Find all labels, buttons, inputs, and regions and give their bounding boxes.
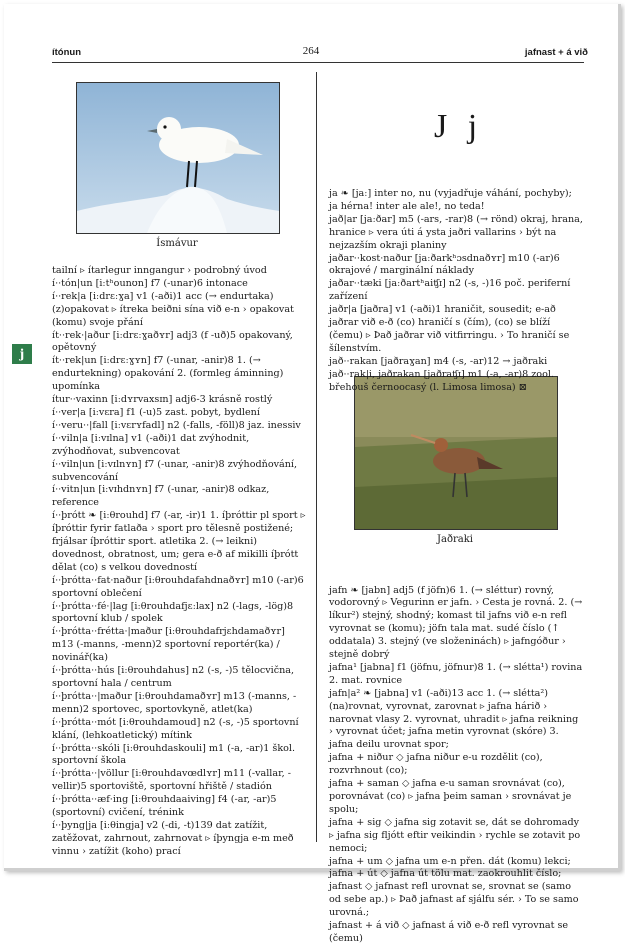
dictionary-entry: jað··rakan [jaðraɣan] m4 (-s, -ar)12 → jaðraki xyxy=(329,355,548,367)
dictionary-entry: jafna + um ◇ jafna um e-n přen. dát (komu) lekci; xyxy=(329,855,571,867)
ivory-gull-illustration xyxy=(77,83,279,233)
dictionary-entry: í··viln|a [iːvɪlna] v1 (-aði)1 dat zvýhodnit, zvýhodňovat, subvencovat xyxy=(52,432,250,457)
dictionary-entry: jafnast ◇ jafnast refl urovnat se, srovnat se (samo od sebe ap.) ▹ Það jafnast af sjálfu sér. › To se samo urovná.; xyxy=(329,881,579,919)
dictionary-page xyxy=(4,4,621,944)
dictionary-entry: tailní ▹ ítarlegur inngangur › podrobný úvod xyxy=(52,265,267,276)
dictionary-entry: í··þrótta··skóli [iːθrouhdaskouli] m1 (-a, -ar)1 škol. sportovní škola xyxy=(52,742,296,767)
dictionary-entry: jafna + saman ◇ jafna e-u saman srovnávat (co), porovnávat (co) ▹ jafna þeim saman › srovnávat je spolu; xyxy=(329,778,572,815)
dictionary-entry: í··þrótta··fé·|lag [iːθrouhdafjɛːlax] n2 (-lags, -lög)8 sportovní klub / spolek xyxy=(52,600,294,625)
running-head-left: ítónun xyxy=(52,47,82,58)
dictionary-entry: í··þyng|ja [iːθinɡja] v2 (-di, -t)139 dat zatížit, zatěžovat, zahrnout, zahrnovat ▹ íþyngja e-m með vinnu › zatížit (koho) prací xyxy=(52,819,294,857)
dictionary-entry: jaðar··kost·naður [jaːðarkʰɔsdnaðʏr] m10 (-ar)6 okrajové / marginální náklady xyxy=(329,252,560,277)
column-divider xyxy=(316,72,317,842)
dictionary-entry: jafn|a² ❧ [jabna] v1 (-aði)13 acc 1. (→ slétta²) (na)rovnat, vyrovnat, zarovnat ▹ jafna hárið › narovnat vlasy 2. vyrovnat, uhradit ▹ jafna reikning › vyrovnat účet; jafna metin vyrovnat (skóre) 3. jafna deilu urovnat spor; xyxy=(329,687,579,751)
dictionary-entry: jaðar··tæki [jaːðartʰaiʧɪ] n2 (-s, -)16 poč. periferní zařízení xyxy=(329,278,571,303)
dictionary-entry: jafnast + á við ◇ jafnast á við e-ð refl vyrovnat se (čemu) xyxy=(329,920,569,944)
dictionary-entry: jafna + sig ◇ jafna sig zotavit se, dát se dohromady ▹ jafna sig fljótt eftir veikindin › rychle se zotavit po nemoci; xyxy=(329,816,581,854)
dictionary-entry: í··þrótt ❧ [iːθrouhd] f7 (-ar, -ir)1 1. íþróttir pl sport ▹ íþróttir fyrir fatlaða › sport pro tělesně postižené; frjálsar íþróttir sport. atletika 2. (→ leikni) dovednost, obratnost, um; gera e-ð af mikilli íþrótt dělat (co) s velkou dovedností xyxy=(52,510,306,573)
dictionary-entry: jafna + niður ◇ jafna niður e-u rozdělit (co), rozvrhnout (co); xyxy=(329,752,543,777)
ivory-gull-photo xyxy=(76,82,280,234)
dictionary-entry: ítur··vaxinn [iːdʏrvaxsɪn] adj6-3 krásně rostlý xyxy=(52,394,273,406)
dictionary-entry: jaðr|a [jaðra] v1 (-aði)1 hraničit, sousedit; e-að jaðrar við e-ð (co) hraničí s (čím), (co) se blíží (čemu) ▹ Það jaðrar við vitfirringu. › To hraničí se šílenstvím. xyxy=(329,304,570,354)
dictionary-entry: í··þrótta··hús [iːθrouhdahus] n2 (-s, -)5 tělocvična, sportovní hala / centrum xyxy=(52,665,295,689)
dictionary-entry: í··ver|a [iːvɛra] f1 (-u)5 zast. pobyt, bydlení xyxy=(52,406,260,418)
page-number: 264 xyxy=(302,45,320,57)
right-column-entries xyxy=(329,188,583,946)
dictionary-entry: í··þrótta··fat·naður [iːθrouhdafahdnaðʏr] m10 (-ar)6 sportovní oblečení xyxy=(52,574,304,599)
section-letter: J j xyxy=(434,108,484,145)
dictionary-entry: í··þrótta··æf·ing [iːθrouhdaaivinɡ] f4 (-ar, -ar)5 (sportovní) cvičení, trénink xyxy=(52,794,277,819)
dictionary-entry: í··viln|un [iːvɪlnʏn] f7 (-unar, -anir)8 zvýhodňování, subvencování xyxy=(52,458,298,483)
dictionary-entry: í··þrótta··frétta·|maður [iːθrouhdafrjɛhdamaðʏr] m13 (-manns, -menn)2 sportovní reportér(ka) / novinář(ka) xyxy=(52,626,285,664)
dictionary-entry: jafna + út ◇ jafna út tölu mat. zaokrouhlit číslo; xyxy=(329,868,562,880)
letter-thumb-tab[interactable]: j xyxy=(12,344,32,364)
photo1-caption: Ísmávur xyxy=(156,238,198,249)
dictionary-entry: jað|ar [jaːðar] m5 (-ars, -rar)8 (→ rönd) okraj, hrana, hranice ▹ vera úti á ysta jaðri vallarins › být na nejzazším okraji planiny xyxy=(329,213,583,251)
dictionary-entry: í··rek|a [iːdrɛːɣa] v1 (-aði)1 acc (→ endurtaka) (z)opakovat ▹ ítreka beiðni sína við e-n › opakovat (komu) svoje přání xyxy=(52,290,294,328)
dictionary-entry: ja ❧ [jaː] inter no, nu (vyjadřuje váhání, pochyby); ja hérna! inter ale ale!, no teda! xyxy=(329,188,572,212)
photo2-caption: Jaðraki xyxy=(437,534,473,545)
dictionary-entry: í··veru··|fall [iːvɛrʏfadl] n2 (-falls, -föll)8 jaz. inessiv xyxy=(52,419,301,431)
dictionary-entry: jafn ❧ [jabn] adj5 (f jöfn)6 1. (→ sléttur) rovný, vodorovný ▹ Vegurinn er jafn. › Cesta je rovná. 2. (→ líkur²) stejný, shodný; komast til jafns við e-n refl vyrovnat se (komu); jöfn tala mat. sudé číslo (↑ oddatala) 3. stejný (ve složeninách) ▹ jafngóður › stejně dobrý xyxy=(329,584,583,661)
left-column-entries xyxy=(52,265,307,859)
dictionary-entry: jafna¹ [jabna] f1 (jöfnu, jöfnur)8 1. (→ slétta¹) rovina 2. mat. rovnice xyxy=(329,661,583,686)
running-head-right: jafnast + á við xyxy=(524,47,588,58)
dictionary-entry: ít··rek|un [iːdrɛːɣʏn] f7 (-unar, -anir)8 1. (→ endurtekning) opakování 2. (formleg áminning) upomínka xyxy=(52,355,284,393)
dictionary-entry: ít··rek·|aður [iːdrɛːɣaðʏr] adj3 (f -uð)5 opakovaný, opětovný xyxy=(52,329,293,354)
dictionary-entry: í··þrótta··|völlur [iːθrouhdavœdlʏr] m11 (-vallar, -vellir)5 sportoviště, sportovní hřiště / stadión xyxy=(52,768,291,793)
dictionary-entry: í··tón|un [iːtʰounʊn] f7 (-unar)6 intonace xyxy=(52,277,248,289)
dictionary-entry: jað··rak|i, jaðrakan [jaðraʧɪ] m1 (-a, -ar)8 zool. břehouš černoocasý (l. Limosa limosa) ⊠ xyxy=(329,368,554,393)
dictionary-entry: í··vitn|un [iːvɪhdnʏn] f7 (-unar, -anir)8 odkaz, reference xyxy=(52,484,270,509)
header-rule xyxy=(52,62,584,63)
dictionary-entry: í··þrótta··mót [iːθrouhdamoud] n2 (-s, -)5 sportovní klání, (lehkoatletický) mítink xyxy=(52,716,299,741)
dictionary-entry: í··þrótta··|maður [iːθrouhdamaðʏr] m13 (-manns, -menn)2 sportovec, sportovkyně, atlet(ka) xyxy=(52,690,297,715)
